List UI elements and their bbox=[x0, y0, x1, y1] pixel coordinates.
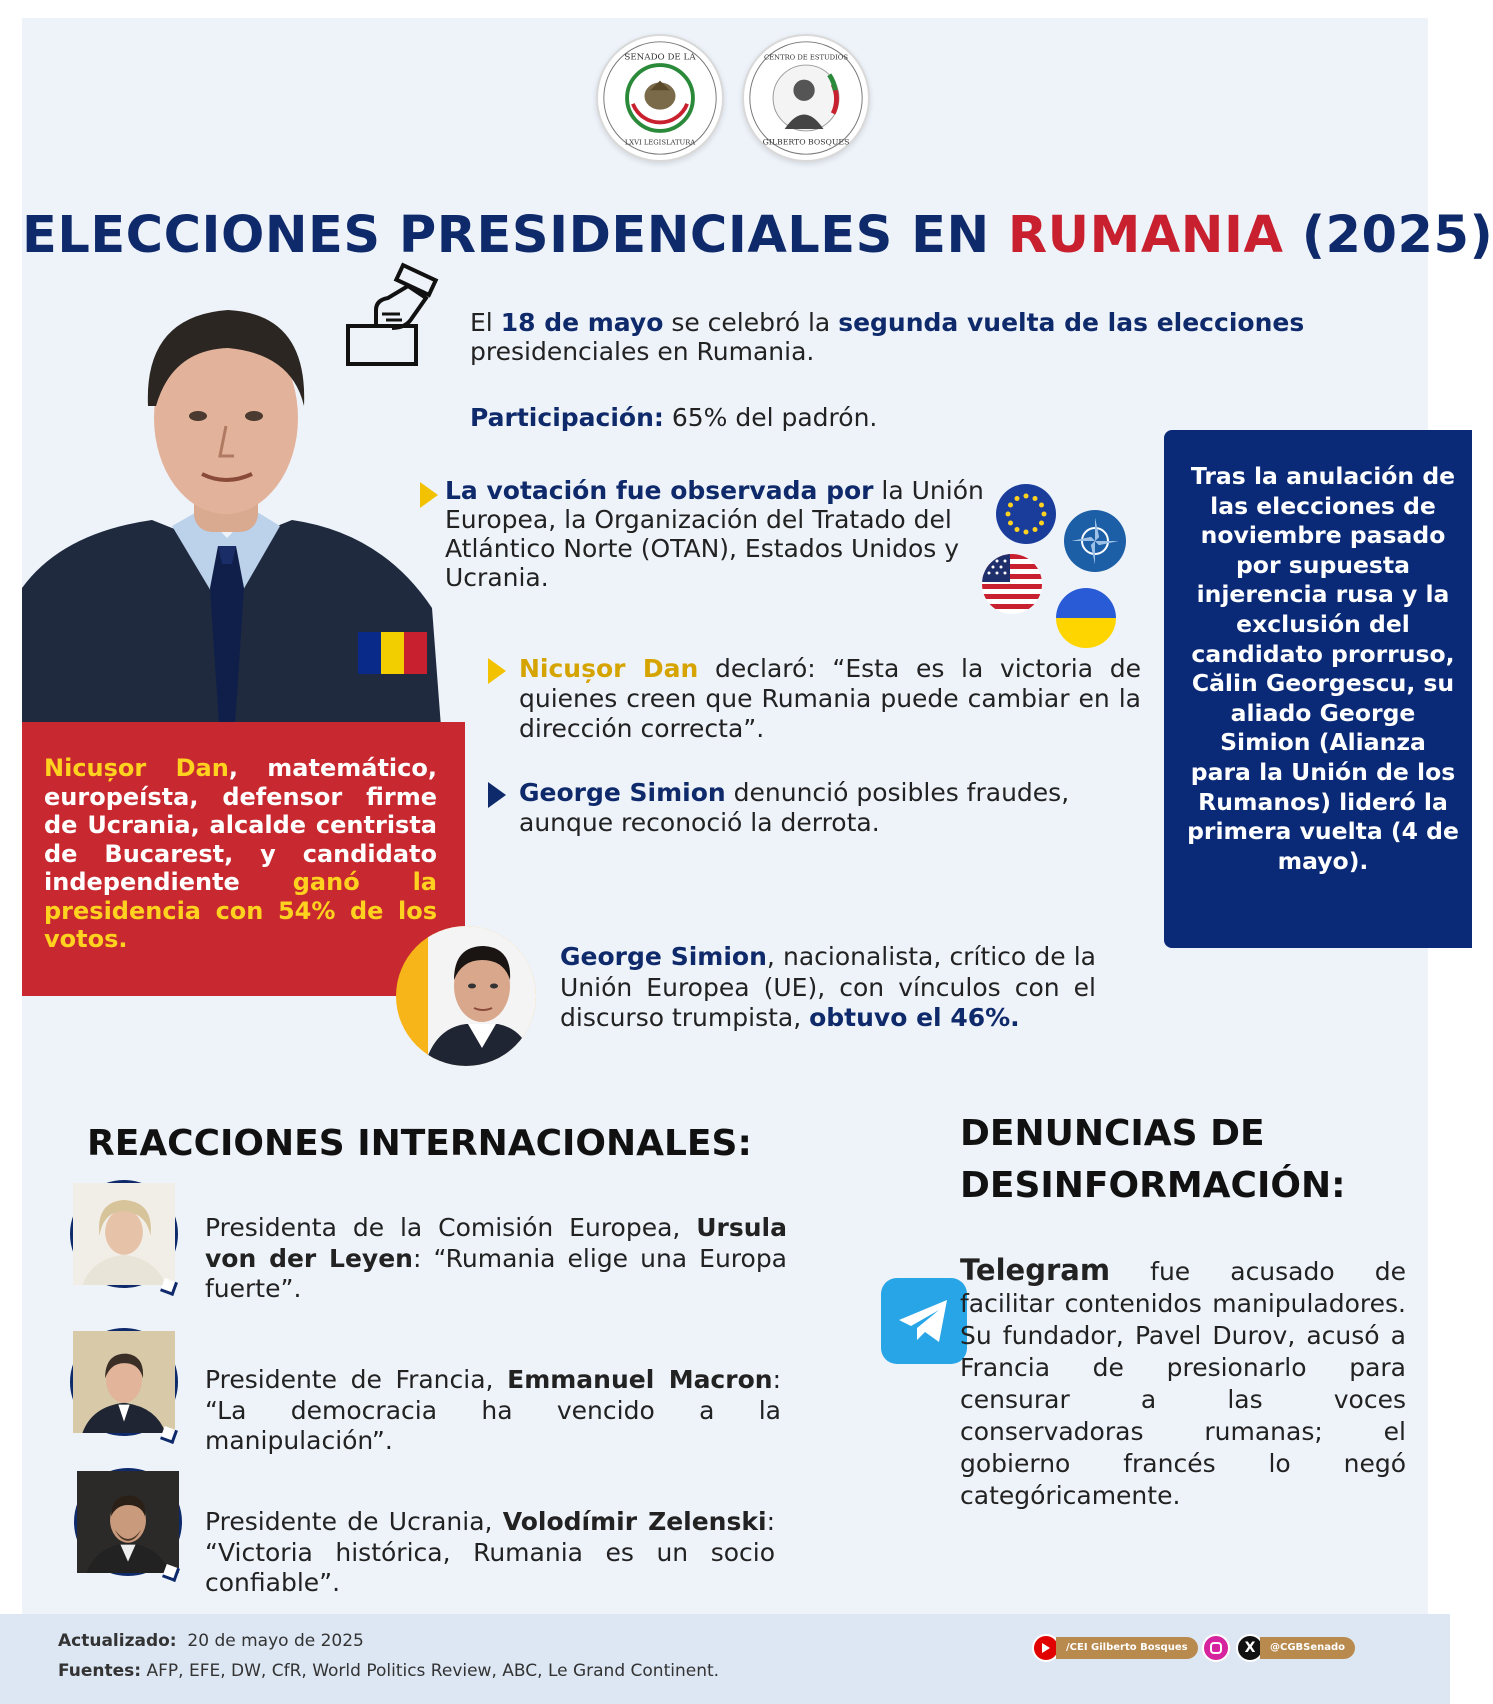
context-box bbox=[1164, 430, 1472, 948]
footer-sources bbox=[58, 1661, 719, 1681]
updated-label: Actualizado: bbox=[58, 1631, 177, 1651]
bullet-arrow-icon bbox=[488, 658, 506, 684]
intro-text: se celebró la bbox=[663, 308, 839, 337]
reaction-name: Emmanuel Macron bbox=[507, 1365, 773, 1394]
winner-name: Nicușor Dan bbox=[44, 754, 229, 782]
youtube-handle: /CEI Gilberto Bosques bbox=[1056, 1637, 1198, 1659]
updated-value: 20 de mayo de 2025 bbox=[187, 1631, 364, 1651]
intro-paragraph bbox=[470, 308, 1370, 366]
simion-quote-text: denunció posibles fraudes, aunque reconoció la derrota. bbox=[519, 778, 1070, 837]
ukraine-flag-icon bbox=[1056, 588, 1116, 648]
reaction-name: Ursula von der Leyen bbox=[205, 1213, 787, 1273]
macron-avatar bbox=[70, 1328, 178, 1436]
disinfo-title bbox=[960, 1108, 1345, 1212]
page-title bbox=[22, 206, 1493, 265]
disinfo-title-line: DESINFORMACIÓN: bbox=[960, 1165, 1346, 1206]
bullet-arrow-icon bbox=[420, 482, 438, 508]
social-handle: @CGBSenado bbox=[1260, 1637, 1355, 1659]
intro-text: presidenciales en Rumania. bbox=[470, 337, 815, 366]
reactions-title: REACCIONES INTERNACIONALES: bbox=[87, 1123, 752, 1164]
context-highlight: anulación de las elecciones de noviembre pasado por supuesta injerencia rusa bbox=[1196, 462, 1456, 609]
nato-flag-icon bbox=[1064, 510, 1126, 572]
telegram-name: Telegram bbox=[960, 1253, 1111, 1287]
intro-text: El bbox=[470, 308, 501, 337]
dan-name: Nicușor Dan bbox=[519, 654, 699, 683]
eu-flag-icon bbox=[996, 484, 1056, 544]
reaction-name: Volodímir Zelenski bbox=[502, 1507, 767, 1536]
reaction-role: Presidente de Ucrania, bbox=[205, 1507, 503, 1536]
footer bbox=[0, 1614, 1450, 1704]
bullet-arrow-icon bbox=[488, 782, 506, 808]
election-date: 18 de mayo bbox=[500, 308, 664, 337]
context-text: y la exclusión del candidato prorruso, Călin Georgescu, su aliado George Simion (Alianza para la Unión de los Rumanos) lideró la primera vuelta (4 de mayo). bbox=[1187, 580, 1459, 875]
winner-text: , matemático, europeísta, defensor firme de Ucrania, alcalde centrista de Bucarest, y candidato independiente bbox=[44, 754, 437, 896]
simion-name: George Simion bbox=[519, 778, 726, 807]
instagram-link[interactable] bbox=[1202, 1634, 1230, 1662]
title-year: (2025) bbox=[1283, 206, 1493, 265]
cei-gilberto-bosques-seal-logo bbox=[742, 34, 870, 162]
disinfo-text: fue acusado de facilitar contenidos manipuladores. Su fundador, Pavel Durov, acusó a Francia de presionarlo para censurar a las voces conservadoras rumanas; el gobierno francés lo negó categóricamente. bbox=[960, 1257, 1406, 1510]
speech-bubble-tail bbox=[160, 1278, 178, 1296]
loser-name: George Simion bbox=[560, 942, 767, 971]
disinfo-paragraph bbox=[960, 1254, 1406, 1512]
george-simion-portrait bbox=[394, 924, 538, 1068]
loser-paragraph bbox=[560, 942, 1096, 1034]
reaction-role: Presidente de Francia, bbox=[205, 1365, 508, 1394]
telegram-icon bbox=[881, 1278, 967, 1364]
zelenski-avatar bbox=[74, 1468, 182, 1576]
context-text: Tras la bbox=[1190, 462, 1287, 490]
reaction-item bbox=[205, 1213, 787, 1305]
x-twitter-link[interactable] bbox=[1236, 1634, 1355, 1662]
ballot-box-icon bbox=[342, 270, 442, 370]
sources-value: AFP, EFE, DW, CfR, World Politics Review, ABC, Le Grand Continent. bbox=[146, 1661, 720, 1681]
von-der-leyen-avatar bbox=[70, 1180, 178, 1288]
svg-text:GILBERTO BOSQUES: GILBERTO BOSQUES bbox=[762, 137, 850, 147]
observers-paragraph bbox=[445, 476, 985, 592]
reaction-quote: : “La democracia ha vencido a la manipulación”. bbox=[205, 1365, 781, 1455]
reaction-quote: : “Rumania elige una Europa fuerte”. bbox=[205, 1243, 788, 1303]
title-text: ELECCIONES PRESIDENCIALES EN bbox=[22, 206, 1008, 265]
romania-flag-icon bbox=[358, 632, 381, 674]
reaction-item bbox=[205, 1507, 775, 1599]
senado-seal-logo bbox=[596, 34, 724, 162]
title-country: RUMANIA bbox=[1007, 206, 1284, 265]
disinfo-title-line: DENUNCIAS DE bbox=[960, 1113, 1265, 1154]
election-round: segunda vuelta de las elecciones bbox=[838, 308, 1305, 337]
reaction-quote: : “Victoria histórica, Rumania es un socio confiable”. bbox=[205, 1507, 775, 1597]
x-icon: X bbox=[1236, 1634, 1264, 1662]
simion-quote bbox=[519, 778, 1141, 838]
participation-line bbox=[470, 403, 1170, 432]
svg-text:SENADO DE LA: SENADO DE LA bbox=[624, 52, 696, 63]
sources-label: Fuentes: bbox=[58, 1661, 142, 1681]
svg-text:LXVI LEGISLATURA: LXVI LEGISLATURA bbox=[624, 138, 696, 147]
dan-quote bbox=[519, 654, 1141, 744]
youtube-link[interactable] bbox=[1032, 1634, 1198, 1662]
reaction-item bbox=[205, 1365, 781, 1457]
reaction-role: Presidenta de la Comisión Europea, bbox=[205, 1213, 697, 1242]
svg-text:CENTRO DE ESTUDIOS: CENTRO DE ESTUDIOS bbox=[764, 53, 848, 62]
footer-updated bbox=[58, 1631, 364, 1651]
instagram-icon bbox=[1202, 1634, 1230, 1662]
usa-flag-icon bbox=[982, 554, 1042, 614]
winner-result: ganó la presidencia con 54% de los votos. bbox=[44, 868, 437, 953]
observers-text: la Unión Europea, la Organización del Tratado del Atlántico Norte (OTAN), Estados Unidos y Ucrania. bbox=[445, 476, 984, 592]
participation-label: Participación: bbox=[470, 403, 664, 432]
observers-label: La votación fue observada por bbox=[445, 476, 874, 505]
loser-text: , nacionalista, crítico de la Unión Europea (UE), con vínculos con el discurso trumpista, bbox=[560, 942, 1097, 1032]
dan-quote-text: declaró: “Esta es la victoria de quienes creen que Rumania puede cambiar en la dirección correcta”. bbox=[519, 654, 1141, 743]
infographic-page bbox=[22, 18, 1493, 1614]
loser-result: obtuvo el 46%. bbox=[809, 1003, 1020, 1032]
speech-bubble-tail bbox=[160, 1426, 178, 1444]
participation-value: 65% del padrón. bbox=[663, 403, 878, 432]
